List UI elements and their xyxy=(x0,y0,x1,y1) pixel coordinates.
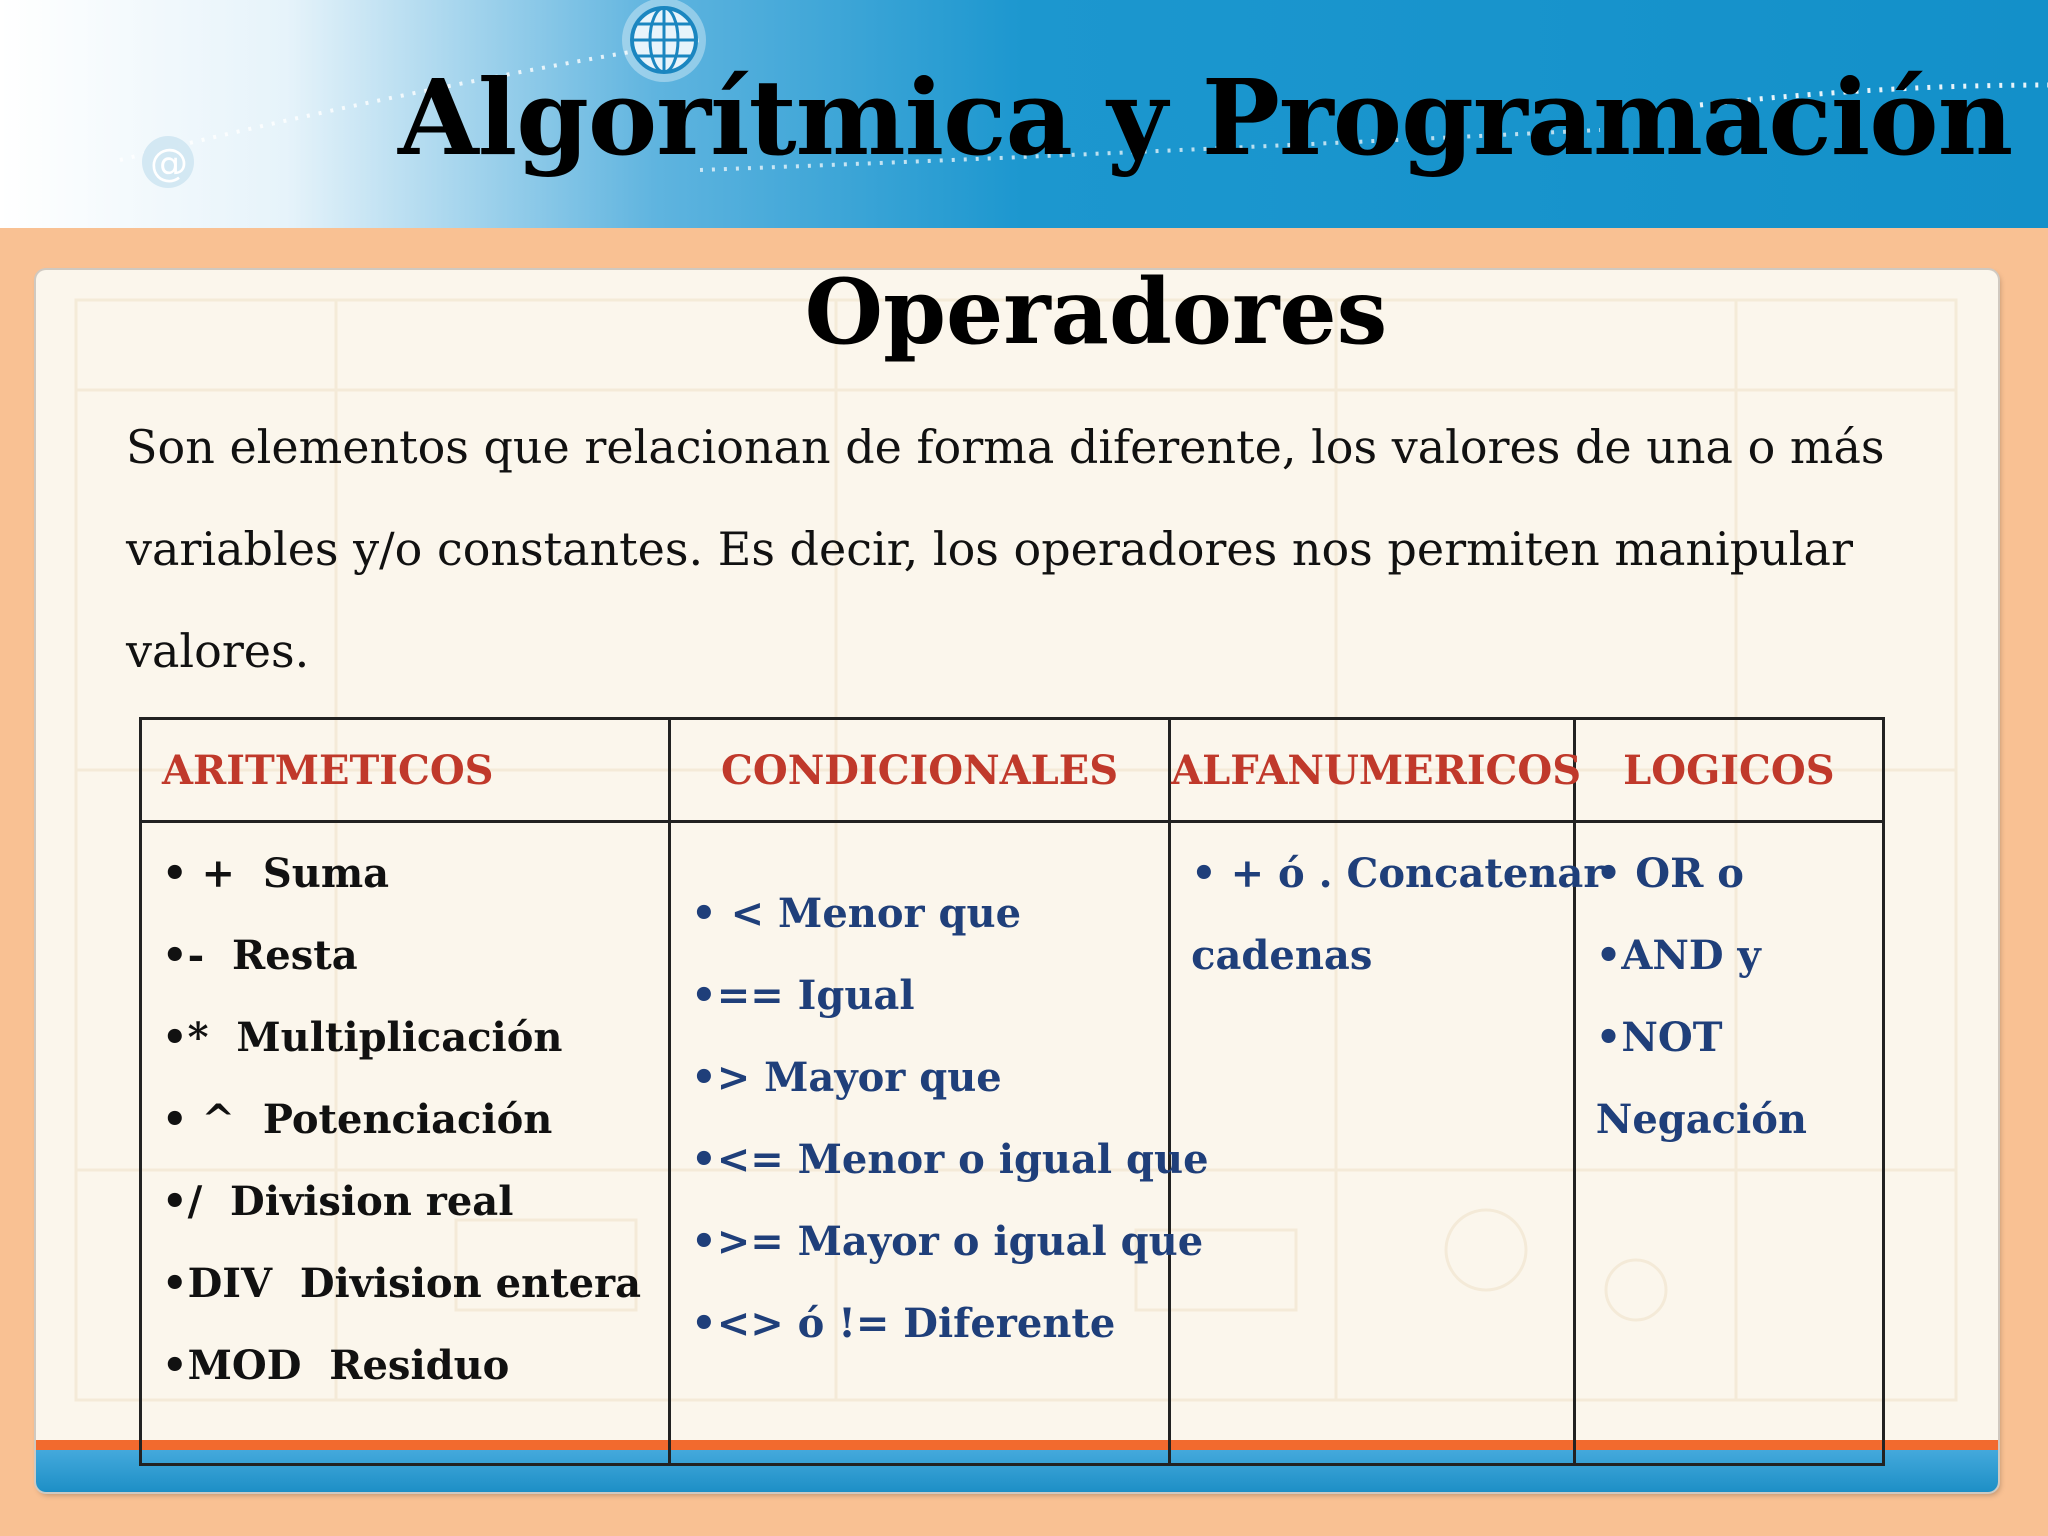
slide-title: Operadores xyxy=(804,259,1388,365)
list-item: •AND y xyxy=(1595,932,1761,979)
header-alfanumericos: ALFANUMERICOS xyxy=(1170,719,1575,822)
svg-text:@: @ xyxy=(150,141,188,185)
list-item: •== Igual xyxy=(691,972,915,1019)
table-header-row xyxy=(141,719,1884,822)
list-item: •- Resta xyxy=(162,932,358,979)
intro-paragraph xyxy=(126,396,1956,702)
header-logicos: LOGICOS xyxy=(1574,719,1883,822)
list-item: • + Suma xyxy=(162,850,390,897)
list-item: cadenas xyxy=(1191,932,1373,979)
list-item: •> Mayor que xyxy=(691,1054,1002,1101)
list-item: •DIV Division entera xyxy=(162,1260,642,1307)
intro-line: variables y/o constantes. Es decir, los operadores nos permiten manipular xyxy=(126,522,1853,576)
list-item: • ^ Potenciación xyxy=(162,1096,553,1143)
list-item: •* Multiplicación xyxy=(162,1014,563,1061)
header-banner xyxy=(0,0,2048,228)
list-item: •MOD Residuo xyxy=(162,1342,510,1389)
list-item: • < Menor que xyxy=(691,890,1022,937)
list-item: • OR o xyxy=(1595,850,1744,897)
cell-aritmeticos xyxy=(141,822,670,1465)
cell-logicos xyxy=(1574,822,1883,1465)
intro-line: Son elementos que relacionan de forma diferente, los valores de una o más xyxy=(126,420,1885,474)
cell-condicionales xyxy=(670,822,1209,1465)
header-aritmeticos: ARITMETICOS xyxy=(141,719,670,822)
intro-line: valores. xyxy=(126,624,310,678)
list-item: •<> ó != Diferente xyxy=(691,1300,1116,1347)
list-item: • + ó . Concatenar xyxy=(1191,850,1605,897)
header-title: Algorítmica y Programación xyxy=(398,56,2013,179)
list-item: •>= Mayor o igual que xyxy=(691,1218,1204,1265)
table-row xyxy=(141,822,1884,1465)
header-condicionales: CONDICIONALES xyxy=(670,719,1170,822)
list-item: •/ Division real xyxy=(162,1178,514,1225)
cell-alfanumericos xyxy=(1170,822,1605,1465)
list-item: •<= Menor o igual que xyxy=(691,1136,1209,1183)
list-item: Negación xyxy=(1595,1096,1807,1143)
list-item: •NOT xyxy=(1595,1014,1723,1061)
operators-table xyxy=(139,717,1885,1466)
